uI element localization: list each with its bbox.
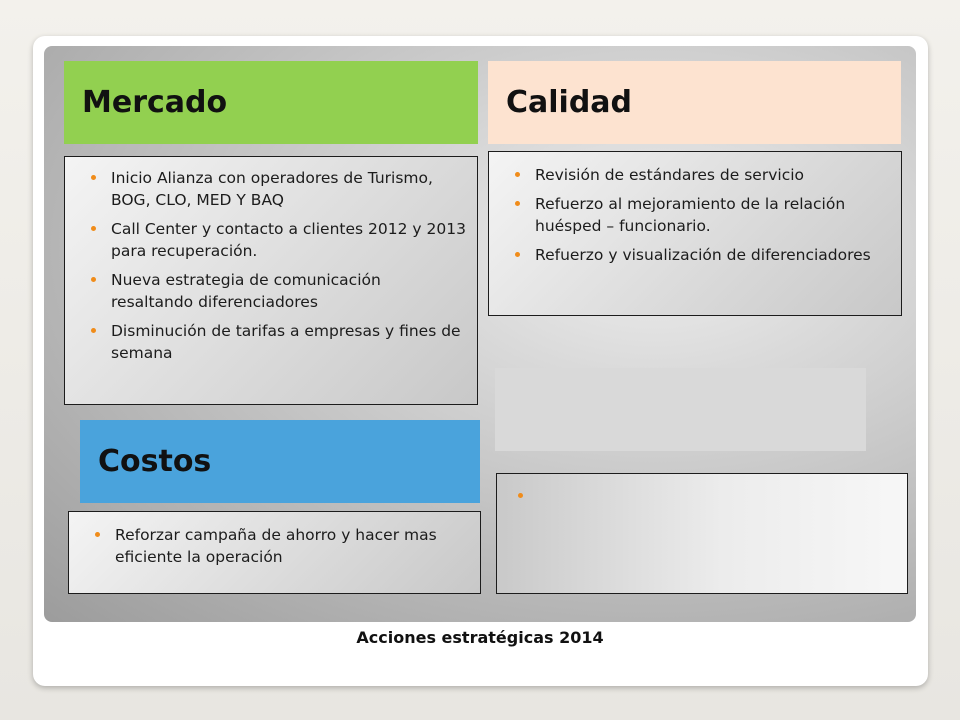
calidad-header — [488, 61, 901, 144]
costos-box — [68, 511, 481, 594]
calidad-title: Calidad — [506, 85, 633, 120]
mercado-item: Call Center y contacto a clientes 2012 y 2013 para recuperación. — [85, 218, 467, 262]
empty-box — [496, 473, 908, 594]
costos-title: Costos — [98, 444, 212, 479]
calidad-list — [509, 164, 891, 266]
mercado-box — [64, 156, 478, 405]
mercado-header — [64, 61, 478, 144]
mercado-item: Nueva estrategia de comunicación resaltando diferenciadores — [85, 269, 467, 313]
mercado-list — [85, 167, 467, 364]
mercado-item: Inicio Alianza con operadores de Turismo, BOG, CLO, MED Y BAQ — [85, 167, 467, 211]
mercado-title: Mercado — [82, 85, 228, 120]
costos-list — [89, 524, 470, 568]
placeholder-block — [495, 368, 866, 451]
bullet-icon — [518, 493, 523, 498]
slide-caption: Acciones estratégicas 2014 — [356, 628, 604, 647]
costos-header — [80, 420, 480, 503]
costos-item: Reforzar campaña de ahorro y hacer mas eficiente la operación — [89, 524, 470, 568]
calidad-item: Revisión de estándares de servicio — [509, 164, 891, 186]
mercado-item: Disminución de tarifas a empresas y fines de semana — [85, 320, 467, 364]
calidad-item: Refuerzo y visualización de diferenciadores — [509, 244, 891, 266]
calidad-box — [488, 151, 902, 316]
calidad-item: Refuerzo al mejoramiento de la relación huésped – funcionario. — [509, 193, 891, 237]
